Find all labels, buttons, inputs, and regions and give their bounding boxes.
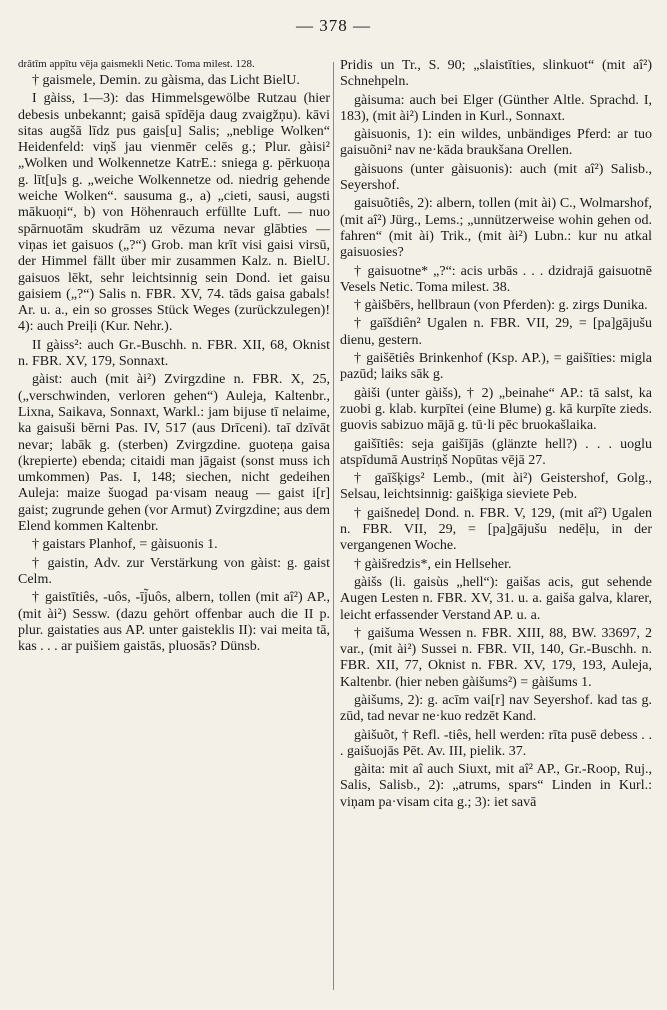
dictionary-entry: gaišītiês: seja gaišījās (glänzte hell?) . . . uoglu atspīdumā Austriņš Nopūtas vējā 27. [340,436,652,468]
dictionary-entry: gàita: mit aî auch Siuxt, mit aî² AP., Gr.-Roop, Ruj., Salis, Salisb., 2): „atrums, spars“ Linden in Kurl.: viņam pa·visam cita g.; 3): iet savā [340,762,652,810]
dictionary-entry: I gàiss, 1—3): das Himmelsgewölbe Rutzau (hier debesis unbekannt; gaisā spīdēja daug zvaigžņu). kāvi sitas augšā līdz pus gais[u] Salis; „neblige Wolken“ Heidenfeld: viņš jau vienmēr celēs g.; Plur. gàisi² „Wolken und Wolkennetze KatrE.: sniega g. pērkuoņa g. līt[u]s g. „weiche Wolkennetze od. niedrig gehende weiche Wolken“. sausuma g., a) „cieti, sausi, augsti mākuoņi“, b) von Höhenrauch erfüllte Luft. — nuo spārnuotām skudrām uz vēzuma nevar glābties — viņas iet gaisuos („?“) Grob. man krīt visi gaisi virsū, der Himmel fällt über mir zusammen Kalz. n. BielU. gaisuos lēkt, sehr leichtsinnig sein Dond. iet gaisu gaisiem („?“) Salis n. FBR. XV, 74. tāds gaisa gabals! Ar. u. a., ein so grosses Stück Weges (zurückzulegen)! 4): auch Preiļi (Kur. Nehr.). [18,91,330,335]
dictionary-entry: Pridis un Tr., S. 90; „slaistīties, slinkuot“ (mit aî²) Schnehpeln. [340,58,652,90]
column-divider [333,62,334,990]
dictionary-entry: gàisuons (unter gàisuonis): auch (mit aî²) Salisb., Seyershof. [340,161,652,194]
left-column [18,58,330,657]
dictionary-entry: † gaišnedeļ Dond. n. FBR. V, 129, (mit aî²) Ugalen n. FBR. VII, 29, = [pa]gājušu nedēļu, in der vergangenen Woche. [340,505,652,554]
right-column [340,58,652,813]
dictionary-entry: gàišums, 2): g. acīm vai[r] nav Seyershof. kad tas g. zūd, tad nevar ne·kuo redzēt Kand. [340,692,652,725]
dictionary-entry: † gaīšdiên² Ugalen n. FBR. VII, 29, = [pa]gājušu dienu, gestern. [340,316,652,348]
dictionary-entry: † gaistin, Adv. zur Verstärkung von gàist: g. gaist Celm. [18,555,330,587]
dictionary-entry: gàišs (li. gaisùs „hell“): gaišas acis, gut sehende Augen Lesten n. FBR. XV, 31. u. a. gaiša galva, klarer, leicht erfassender Verstand AP. u. a. [340,574,652,623]
dictionary-entry: gàist: auch (mit ài²) Zvirgzdine n. FBR. X, 25, („verschwinden, verloren gehen“) Auleja, Kaltenbr., Lixna, Saikava, Sonnaxt, Warkl.: jam bijuse tī nelaime, ka gaisuši bērni Pas. IV, 517 (aus Drīceni). taī dzīvāt nevar; labāk g. (sterben) Zvirgzdine. guoteņa gaisa (krepierte) ebenda; citaidi man jāgaist (sonst muss ich umkommen) Pas. I, 148; siechen, nicht gedeihen Auleja: maize šuogad pa·visam neaug — gaist i[r] gaist; zugrunde gehen (vor Armut) Zvirgzdine; aus dem Elend kommen Kaltenbr. [18,372,330,535]
dictionary-entry: † gaismele, Demin. zu gàisma, das Licht BielU. [32,73,300,88]
dictionary-entry: † gaišuma Wessen n. FBR. XIII, 88, BW. 33697, 2 var., (mit ài²) Sussei n. FBR. VII, 140, Gr.-Buschh. n. FBR. XII, 77, Oknist n. FBR. XV, 179, 193, Auleja, Kaltenbr. (hier neben gàišums²) = gàišums 1. [340,625,652,690]
dictionary-entry: gàišuõt, † Refl. -tiês, hell werden: rīta pusē debess . . . gaišuojās Pēt. Av. III, pielik. 37. [340,727,652,759]
page-number: — 378 — [296,16,371,35]
dictionary-entry: gàisuma: auch bei Elger (Günther Altle. Sprachd. I, 183), (mit ài²) Linden in Kurl., Sonnaxt. [340,92,652,124]
dictionary-entry: † gaišētiês Brinkenhof (Ksp. AP.), = gaišīties: migla pazūd; laiks sāk g. [340,351,652,383]
dictionary-entry: gaisuõtiês, 2): albern, tollen (mit ài) C., Wolmarshof, (mit aî²) Jürg., Lems.; „unnützerweise wohin gehen od. fahren“ (mit ài) Trik., (mit ài²) Lubn.: kur nu atkal gaisuosies? [340,196,652,261]
dictionary-entry: † gaistītiês, -uôs, -īj̃uôs, albern, tollen (mit aî²) AP., (mit ài²) Sessw. (dazu gehört offenbar auch die II p. plur. gaistaties aus AP. unter gaisteklis II): vai meita tā, kas . . . ar puišiem gaistās, pluosās? Dünsb. [18,590,330,655]
dictionary-entry: † gàišredzis*, ein Hellseher. [354,556,512,572]
dictionary-entry: drātīm appītu vēja gaismekli Netic. Toma milest. 128. [18,58,255,70]
dictionary-entry: II gàiss²: auch Gr.-Buschh. n. FBR. XII, 68, Oknist n. FBR. XV, 179, Sonnaxt. [18,337,330,370]
dictionary-entry: gàiši (unter gàišs), † 2) „beinahe“ AP.: tā salst, ka zuobi g. klab. kurpītei (eine Blume) g. kā kurpīte zieds. guovis sabizuo mājā g. tū·li pēc bruokašlaika. [340,385,652,434]
dictionary-entry: † gàišbērs, hellbraun (von Pferden): g. zirgs Dunika. [354,298,648,314]
dictionary-entry: gàisuonis, 1): ein wildes, unbändiges Pferd: ar tuo gaisuõni² nav ne·kāda braukšana Orellen. [340,127,652,159]
dictionary-entry: † gaīšķigs² Lemb., (mit ài²) Geistershof, Golg., Selsau, leichtsinnig: gaišķiga sieviete Peb. [340,471,652,503]
dictionary-entry: † gaisuotne* „?“: acis urbās . . . dzidrajā gaisuotnē Vesels Netic. Toma milest. 38. [340,263,652,295]
dictionary-entry: † gaistars Planhof, = gàisuonis 1. [32,537,218,553]
